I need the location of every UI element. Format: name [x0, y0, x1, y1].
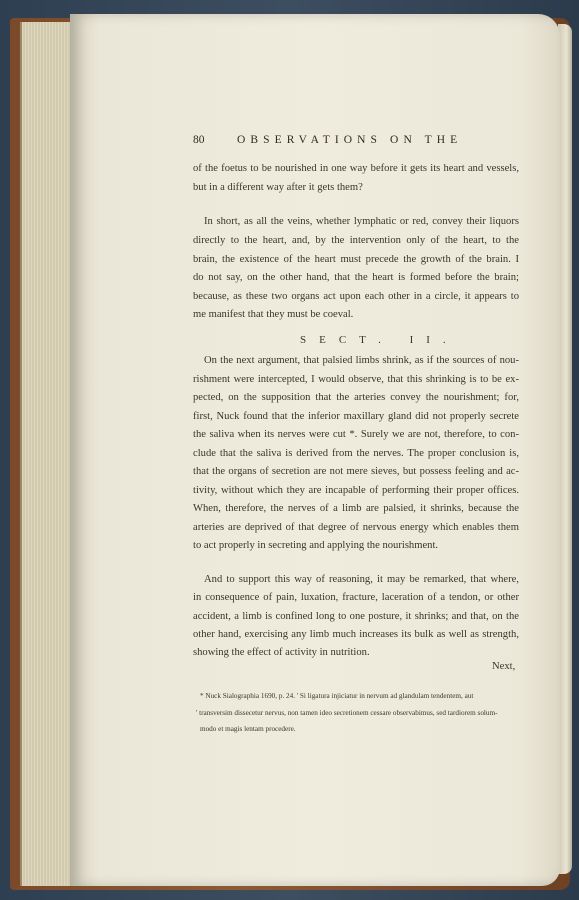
catchword: Next, [492, 661, 516, 672]
text-line: rishment were intercepted, I would observe, that this shrinking is to be ex- [193, 374, 519, 385]
text-line: first, Nuck found that the inferior maxillary gland did not properly secrete [193, 411, 519, 422]
text-line: And to support this way of reasoning, it may be remarked, that where, [204, 574, 519, 585]
text-line: do not say, on the other hand, that the heart is formed before the brain; [193, 272, 519, 283]
facing-page-edge [558, 24, 572, 874]
text-line: In short, as all the veins, whether lymphatic or red, convey their liquors [204, 216, 519, 227]
page-edges [20, 22, 74, 886]
text-line: because, as these two organs act upon each other in a circle, it appears to [193, 291, 519, 302]
text-line: When, therefore, the nerves of a limb are palsied, it shrinks, because the [193, 503, 519, 514]
text-line: pected, on the supposition that the arteries convey the nourishment; for, [193, 392, 519, 403]
text-line: other hand, exercising any limb much increases its bulk as well as strength, [193, 629, 519, 640]
text-line: directly to the heart, and, by the intervention only of the heart, to the [193, 235, 519, 246]
text-line: showing the effect of activity in nutrition. [193, 647, 370, 658]
page-number: 80 [193, 134, 205, 146]
text-line: of the foetus to be nourished in one way before it gets its heart and vessels, [193, 163, 519, 174]
footnote-line: modo et magis lentam procedere. [200, 725, 296, 733]
text-line: clude that the saliva is derived from the nerves. The proper conclusion is, [193, 448, 519, 459]
text-line: accident, a limb is confined long to one posture, it shrinks; and that, on the [193, 611, 519, 622]
text-line: tivity, without which they are incapable of performing their proper offices. [193, 485, 519, 496]
text-line: in consequence of pain, luxation, fracture, laceration of a tendon, or other [193, 592, 519, 603]
text-line: On the next argument, that palsied limbs shrink, as if the sources of nou- [204, 355, 519, 366]
footnote-line: ' transversim dissecetur nervus, non tamen ideo secretionem cessare observabimus, sed tardiorem solum- [196, 709, 498, 717]
text-line: arteries are deprived of that degree of nervous energy which enables them [193, 522, 519, 533]
section-heading: SECT. II. [300, 334, 459, 346]
text-line: the saliva when its nerves were cut *. Surely we are not, therefore, to con- [193, 429, 519, 440]
footnote-line: * Nuck Sialographia 1690, p. 24. ' Si ligatura injiciatur in nervum ad glandulam tendentem, aut [200, 692, 474, 700]
text-line: to act properly in secreting and applying the nourishment. [193, 540, 439, 551]
text-line: brain, the existence of the heart must precede the growth of the brain. I [193, 254, 519, 265]
running-head: OBSERVATIONS ON THE [237, 134, 463, 146]
text-line: that the organs of secretion are not mere sieves, but possess feeling and ac- [193, 466, 519, 477]
text-line: me manifest that they must be coeval. [193, 309, 354, 320]
text-line: but in a different way after it gets them? [193, 182, 363, 193]
